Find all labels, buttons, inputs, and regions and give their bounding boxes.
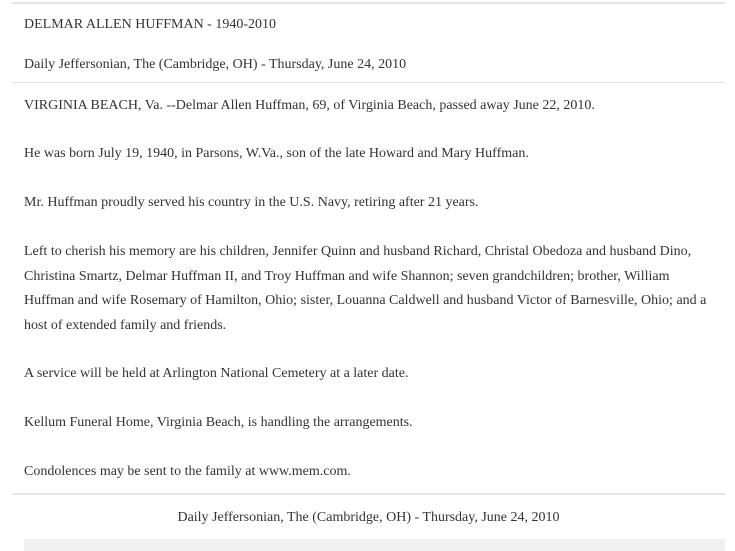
paragraph-5: A service will be held at Arlington National Cemetery at a later date.	[24, 366, 409, 381]
paragraph-7: Condolences may be sent to the family at www.mem.com.	[24, 464, 351, 479]
obituary-title: DELMAR ALLEN HUFFMAN - 1940-2010	[24, 17, 276, 32]
paragraph-4: Left to cherish his memory are his children, Jennifer Quinn and husband Richard, Christal Obedoza and husband Dino, Christina Smartz, Delmar Huffman II, and Troy Huffman and wife Shannon; seven grandchildren; brother, William Huffman and wife Rosemary of Hamilton, Ohio; sister, Louanna Caldwell and husband Victor of Barnesville, Ohio; and a host of extended family and friends.	[24, 244, 707, 333]
header-divider	[12, 82, 725, 83]
paragraph-2: He was born July 19, 1940, in Parsons, W.Va., son of the late Howard and Mary Huffman.	[24, 146, 529, 161]
footer-source-line: Daily Jeffersonian, The (Cambridge, OH) - Thursday, June 24, 2010	[177, 510, 560, 525]
paragraph-6: Kellum Funeral Home, Virginia Beach, is handling the arrangements.	[24, 415, 413, 430]
footer-bar	[24, 539, 725, 551]
source-line: Daily Jeffersonian, The (Cambridge, OH) - Thursday, June 24, 2010	[24, 57, 407, 72]
footer-divider	[12, 493, 725, 495]
paragraph-3: Mr. Huffman proudly served his country in the U.S. Navy, retiring after 21 years.	[24, 195, 479, 210]
top-divider	[12, 2, 725, 4]
paragraph-1: VIRGINIA BEACH, Va. --Delmar Allen Huffman, 69, of Virginia Beach, passed away June 22, 2010.	[24, 98, 595, 113]
